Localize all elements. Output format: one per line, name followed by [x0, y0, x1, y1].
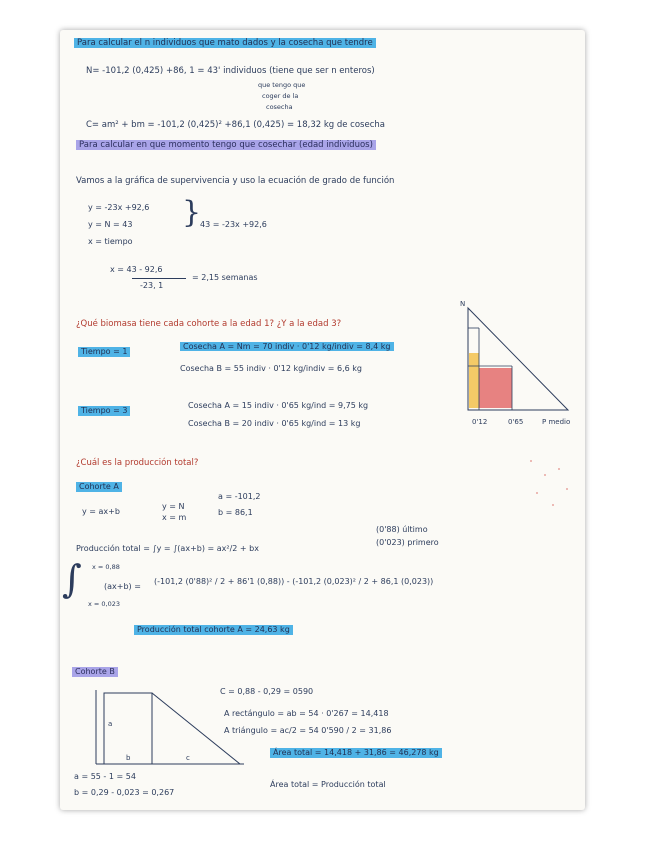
lower-limit: x = 0,023: [88, 600, 121, 608]
y-equals-n: y = N: [162, 502, 185, 511]
cohorte-b-diagram: [94, 690, 244, 768]
equation-2: y = N = 43: [88, 220, 133, 229]
production-question: ¿Cuál es la producción total?: [76, 458, 199, 468]
fraction-line: [132, 278, 186, 279]
cosecha-b-t1: Cosecha B = 55 indiv · 0'12 kg/indiv = 6,6 kg: [180, 364, 362, 373]
equation-1: y = -23x +92,6: [88, 203, 150, 212]
a-equation: a = 55 - 1 = 54: [74, 772, 136, 781]
note-line-3: cosecha: [266, 103, 293, 111]
first-value: (0'023) primero: [376, 538, 439, 547]
cosecha-b-t3: Cosecha B = 20 indiv · 0'65 kg/ind = 13 kg: [188, 419, 361, 428]
upper-limit: x = 0,88: [92, 563, 120, 571]
integrand: (ax+b) =: [104, 582, 141, 591]
decor-dot: [566, 488, 568, 490]
section1-heading: Para calcular el n individuos que mato dados y la cosecha que tendre: [74, 38, 376, 48]
note-line-2: coger de la: [262, 92, 299, 100]
cosecha-a-t1: [180, 342, 394, 352]
section2-intro: Vamos a la gráfica de supervivencia y uso la ecuación de grado de función: [76, 176, 395, 186]
area-total: Área total = 14,418 + 31,86 = 46,278 kg: [270, 748, 442, 758]
graph-y-label: N: [460, 300, 466, 308]
cosecha-a-t1-text: Cosecha A = Nm = 70 indiv · 0'12 kg/indiv = 8,4 kg: [180, 342, 394, 351]
x-denominator: -23, 1: [140, 281, 164, 290]
a-value: a = -101,2: [218, 492, 261, 501]
diagram-label-c: c: [186, 754, 190, 762]
b-value: b = 86,1: [218, 508, 253, 517]
x-result: = 2,15 semanas: [192, 273, 258, 282]
decor-dot: [544, 474, 546, 476]
x-equals-m: x = m: [162, 513, 187, 522]
graph-x-label-2: 0'65: [508, 418, 524, 426]
c-calculation: C= am² + bm = -101,2 (0,425)² +86,1 (0,425) = 18,32 kg de cosecha: [86, 120, 385, 130]
production-cohorte-a: Producción total cohorte A = 24,63 kg: [134, 625, 293, 635]
section2-heading: Para calcular en que momento tengo que cosechar (edad individuos): [76, 140, 376, 150]
survivorship-graph: [460, 298, 580, 438]
notebook-page: [60, 30, 585, 810]
brace-symbol: }: [182, 195, 202, 230]
area-triangle: A triángulo = ac/2 = 54 0'590 / 2 = 31,86: [224, 726, 392, 735]
tiempo-3-label: Tiempo = 3: [78, 406, 130, 416]
y-ax-b: y = ax+b: [82, 507, 120, 516]
integral-expression: (-101,2 (0'88)² / 2 + 86'1 (0,88)) - (-101,2 (0,023)² / 2 + 86,1 (0,023)): [154, 577, 434, 586]
c-calculation-b: C = 0,88 - 0,29 = 0590: [220, 687, 314, 696]
decor-dot: [536, 492, 538, 494]
graph-x-label-3: P medio: [542, 418, 571, 426]
x-numerator: x = 43 - 92,6: [110, 265, 163, 274]
b-equation: b = 0,29 - 0,023 = 0,267: [74, 788, 175, 797]
production-formula: Producción total = ∫y = ∫(ax+b) = ax²/2 + bx: [76, 544, 259, 553]
area-production: Área total = Producción total: [270, 780, 386, 789]
decor-dot: [552, 504, 554, 506]
cohorte-b-label: Cohorte B: [72, 667, 118, 677]
integral-symbol: ∫: [62, 557, 82, 601]
area-rectangle: A rectángulo = ab = 54 · 0'267 = 14,418: [224, 709, 389, 718]
decor-dot: [530, 460, 532, 462]
diagram-label-a: a: [108, 720, 113, 728]
equation-3: x = tiempo: [88, 237, 133, 246]
graph-x-label-1: 0'12: [472, 418, 488, 426]
last-value: (0'88) último: [376, 525, 428, 534]
biomass-question: ¿Qué biomasa tiene cada cohorte a la edad 1? ¿Y a la edad 3?: [76, 319, 342, 329]
n-calculation: N= -101,2 (0,425) +86, 1 = 43' individuos (tiene que ser n enteros): [86, 66, 375, 76]
note-line-1: que tengo que: [258, 81, 306, 89]
combined-equation: 43 = -23x +92,6: [200, 220, 267, 229]
decor-dot: [558, 468, 560, 470]
cohorte-a-label: Cohorte A: [76, 482, 122, 492]
diagram-label-b: b: [126, 754, 131, 762]
cosecha-a-t3: Cosecha A = 15 indiv · 0'65 kg/ind = 9,75 kg: [188, 401, 369, 410]
tiempo-1-label: Tiempo = 1: [78, 347, 130, 357]
